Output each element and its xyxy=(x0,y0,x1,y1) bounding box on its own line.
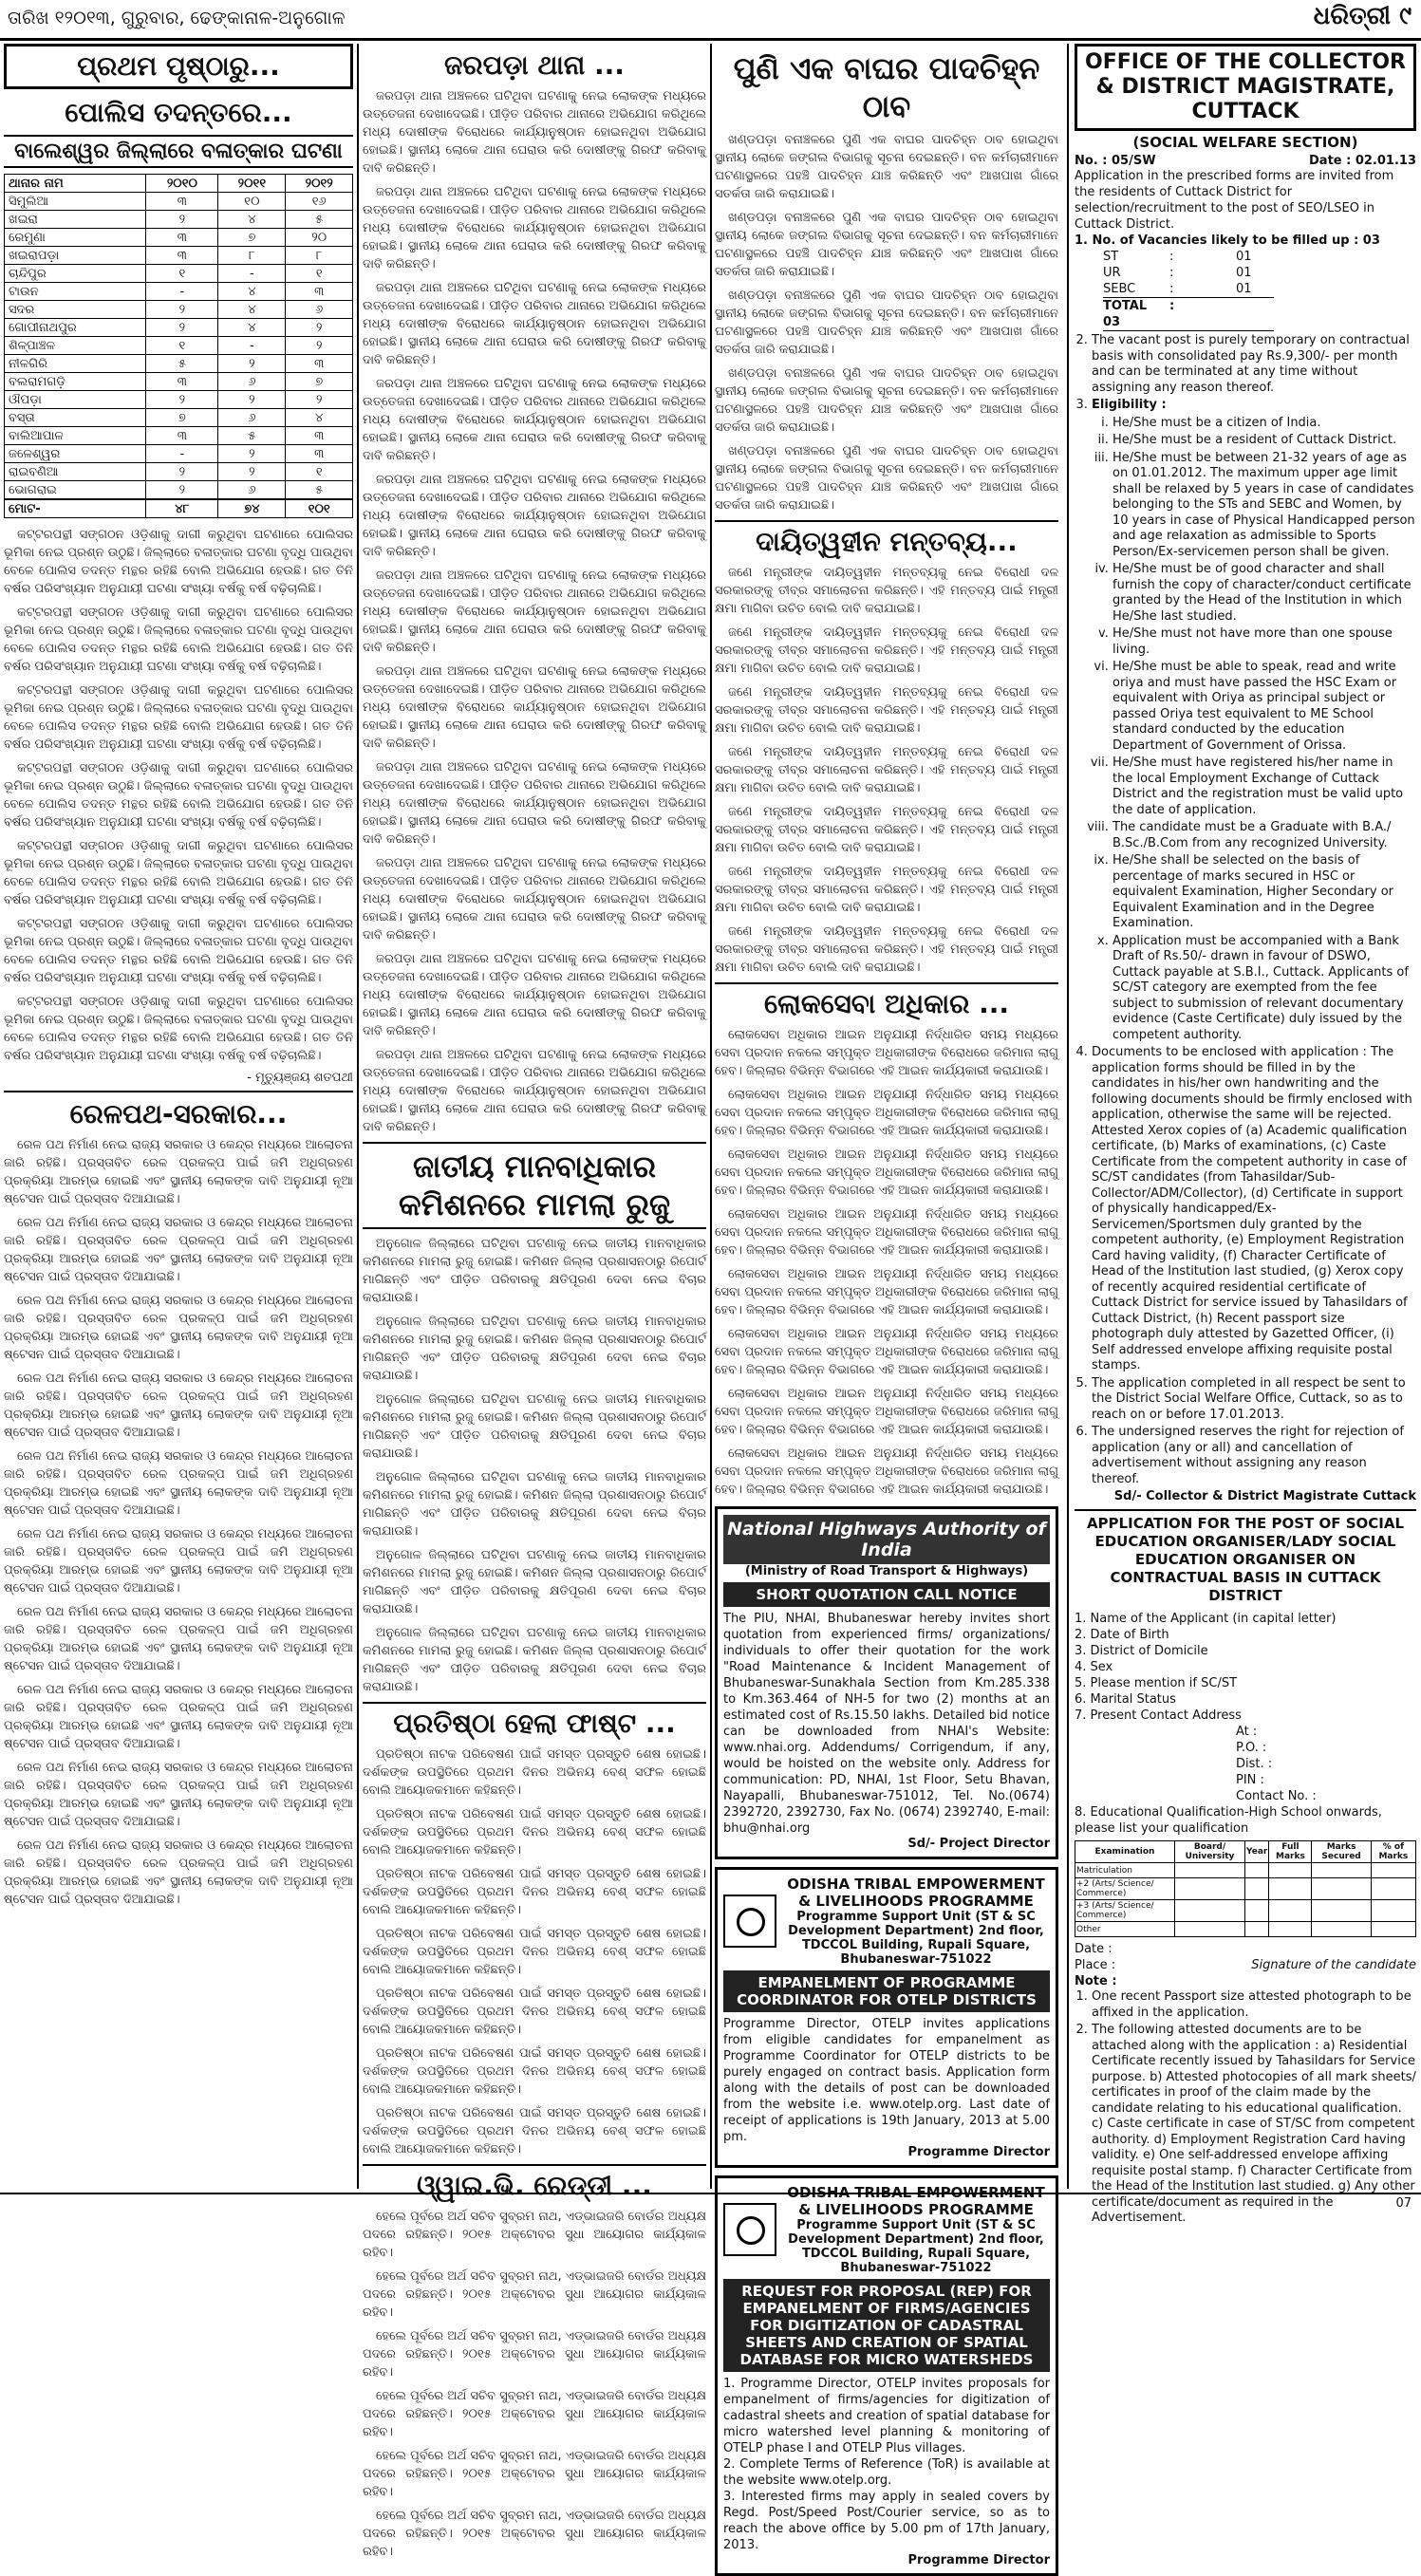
table-cell: ୭ xyxy=(146,409,218,427)
table-cell: ୪ xyxy=(218,283,286,301)
table-cell: ରେମୁଣା xyxy=(5,229,146,247)
table-cell: ୩ xyxy=(146,373,218,391)
point-4: 4. Documents to be enclosed with application : The application forms should be filled in by the candidates in his/her own handwriting and the following documents should be firmly enclosed with application, otherwise the same will be rejected. Attested Xerox copies of (a) Academic qualification certificate, (b) Marks of examinations, (c) Caste Certificate from the competent authority in case of SC/ST candidates (from Tahasildar/Sub-Collector/ADM/Collector), (d) Certificate in support of physically handicapped/Ex-Servicemen/Sportsmen duly granted by the competent authority, (e) Employment Registration Card having validity, (f) Character Certificate of Head of the Institution last studied, (g) Xerox copy of recently acquired residential certificate of Cuttack District for service issued by Tahasildars of Cuttack District, (h) Recent passport size photograph duly attested by Gazetted Officer, (i) Self addressed envelope affixing requisite postal stamps. xyxy=(1092,1045,1416,1374)
table-cell: ୮ xyxy=(286,247,353,265)
table-cell: ୩ xyxy=(146,427,218,445)
exam-cell xyxy=(1312,1922,1371,1937)
vacancy-cell: SEBC xyxy=(1103,282,1136,296)
ad-signature: Sd/- Project Director xyxy=(907,1837,1050,1851)
table-cell: ୧ xyxy=(286,463,353,481)
otelp-advertisement-1 xyxy=(715,1867,1058,2168)
ad-signature: Programme Director xyxy=(907,2553,1050,2567)
exam-cell xyxy=(1371,1922,1415,1937)
table-cell: ୧ xyxy=(286,265,353,283)
form-fields xyxy=(1075,1611,1416,1724)
article-body: ରେଳ ପଥ ନିର୍ମାଣ ନେଇ ରାଜ୍ୟ ସରକାର ଓ କେନ୍ଦ୍ର ମଧ୍ୟରେ ଆଲୋଚନା ଜାରି ରହିଛି। ପ୍ରସ୍ତାବିତ ରେଳ ପ୍ରକଳ୍ପ ପାଇଁ ଜମି ଅଧିଗ୍ରହଣ ପ୍ରକ୍ରିୟା ଆରମ୍ଭ ହୋଇଛି ଏବଂ ସ୍ଥାନୀୟ ଲୋକଙ୍କ ଦାବି ଅନୁଯାୟୀ ନୂଆ ଷ୍ଟେସନ ପାଇଁ ପ୍ରସ୍ତାବ ଦିଆଯାଇଛି। ରେଳ ପଥ ନିର୍ମାଣ ନେଇ ରାଜ୍ୟ ସରକାର ଓ କେନ୍ଦ୍ର ମଧ୍ୟରେ ଆଲୋଚନା ଜାରି ରହିଛି। ପ୍ରସ୍ତାବିତ ରେଳ ପ୍ରକଳ୍ପ ପାଇଁ ଜମି ଅଧିଗ୍ରହଣ ପ୍ରକ୍ରିୟା ଆରମ୍ଭ ହୋଇଛି ଏବଂ ସ୍ଥାନୀୟ ଲୋକଙ୍କ ଦାବି ଅନୁଯାୟୀ ନୂଆ ଷ୍ଟେସନ ପାଇଁ ପ୍ରସ୍ତାବ ଦିଆଯାଇଛି। ରେଳ ପଥ ନିର୍ମାଣ ନେଇ ରାଜ୍ୟ ସରକାର ଓ କେନ୍ଦ୍ର ମଧ୍ୟରେ ଆଲୋଚନା ଜାରି ରହିଛି। ପ୍ରସ୍ତାବିତ ରେଳ ପ୍ରକଳ୍ପ ପାଇଁ ଜମି ଅଧିଗ୍ରହଣ ପ୍ରକ୍ରିୟା ଆରମ୍ଭ ହୋଇଛି ଏବଂ ସ୍ଥାନୀୟ ଲୋକଙ୍କ ଦାବି ଅନୁଯାୟୀ ନୂଆ ଷ୍ଟେସନ ପାଇଁ ପ୍ରସ୍ତାବ ଦିଆଯାଇଛି। ରେଳ ପଥ ନିର୍ମାଣ ନେଇ ରାଜ୍ୟ ସରକାର ଓ କେନ୍ଦ୍ର ମଧ୍ୟରେ ଆଲୋଚନା ଜାରି ରହିଛି। ପ୍ରସ୍ତାବିତ ରେଳ ପ୍ରକଳ୍ପ ପାଇଁ ଜମି ଅଧିଗ୍ରହଣ ପ୍ରକ୍ରିୟା ଆରମ୍ଭ ହୋଇଛି ଏବଂ ସ୍ଥାନୀୟ ଲୋକଙ୍କ ଦାବି ଅନୁଯାୟୀ ନୂଆ ଷ୍ଟେସନ ପାଇଁ ପ୍ରସ୍ତାବ ଦିଆଯାଇଛି। ରେଳ ପଥ ନିର୍ମାଣ ନେଇ ରାଜ୍ୟ ସରକାର ଓ କେନ୍ଦ୍ର ମଧ୍ୟରେ ଆଲୋଚନା ଜାରି ରହିଛି। ପ୍ରସ୍ତାବିତ ରେଳ ପ୍ରକଳ୍ପ ପାଇଁ ଜମି ଅଧିଗ୍ରହଣ ପ୍ରକ୍ରିୟା ଆରମ୍ଭ ହୋଇଛି ଏବଂ ସ୍ଥାନୀୟ ଲୋକଙ୍କ ଦାବି ଅନୁଯାୟୀ ନୂଆ ଷ୍ଟେସନ ପାଇଁ ପ୍ରସ୍ତାବ ଦିଆଯାଇଛି। ରେଳ ପଥ ନିର୍ମାଣ ନେଇ ରାଜ୍ୟ ସରକାର ଓ କେନ୍ଦ୍ର ମଧ୍ୟରେ ଆଲୋଚନା ଜାରି ରହିଛି। ପ୍ରସ୍ତାବିତ ରେଳ ପ୍ରକଳ୍ପ ପାଇଁ ଜମି ଅଧିଗ୍ରହଣ ପ୍ରକ୍ରିୟା ଆରମ୍ଭ ହୋଇଛି ଏବଂ ସ୍ଥାନୀୟ ଲୋକଙ୍କ ଦାବି ଅନୁଯାୟୀ ନୂଆ ଷ୍ଟେସନ ପାଇଁ ପ୍ରସ୍ତାବ ଦିଆଯାଇଛି। ରେଳ ପଥ ନିର୍ମାଣ ନେଇ ରାଜ୍ୟ ସରକାର ଓ କେନ୍ଦ୍ର ମଧ୍ୟରେ ଆଲୋଚନା ଜାରି ରହିଛି। ପ୍ରସ୍ତାବିତ ରେଳ ପ୍ରକଳ୍ପ ପାଇଁ ଜମି ଅଧିଗ୍ରହଣ ପ୍ରକ୍ରିୟା ଆରମ୍ଭ ହୋଇଛି ଏବଂ ସ୍ଥାନୀୟ ଲୋକଙ୍କ ଦାବି ଅନୁଯାୟୀ ନୂଆ ଷ୍ଟେସନ ପାଇଁ ପ୍ରସ୍ତାବ ଦିଆଯାଇଛି। ରେଳ ପଥ ନିର୍ମାଣ ନେଇ ରାଜ୍ୟ ସରକାର ଓ କେନ୍ଦ୍ର ମଧ୍ୟରେ ଆଲୋଚନା ଜାରି ରହିଛି। ପ୍ରସ୍ତାବିତ ରେଳ ପ୍ରକଳ୍ପ ପାଇଁ ଜମି ଅଧିଗ୍ରହଣ ପ୍ରକ୍ରିୟା ଆରମ୍ଭ ହୋଇଛି ଏବଂ ସ୍ଥାନୀୟ ଲୋକଙ୍କ ଦାବି ଅନୁଯାୟୀ ନୂଆ ଷ୍ଟେସନ ପାଇଁ ପ୍ରସ୍ତାବ ଦିଆଯାଇଛି। ରେଳ ପଥ ନିର୍ମାଣ ନେଇ ରାଜ୍ୟ ସରକାର ଓ କେନ୍ଦ୍ର ମଧ୍ୟରେ ଆଲୋଚନା ଜାରି ରହିଛି। ପ୍ରସ୍ତାବିତ ରେଳ ପ୍ରକଳ୍ପ ପାଇଁ ଜମି ଅଧିଗ୍ରହଣ ପ୍ରକ୍ରିୟା ଆରମ୍ଭ ହୋଇଛି ଏବଂ ସ୍ଥାନୀୟ ଲୋକଙ୍କ ଦାବି ଅନୁଯାୟୀ ନୂଆ ଷ୍ଟେସନ ପାଇଁ ପ୍ରସ୍ତାବ ଦିଆଯାଇଛି। ରେଳ ପଥ ନିର୍ମାଣ ନେଇ ରାଜ୍ୟ ସରକାର ଓ କେନ୍ଦ୍ର ମଧ୍ୟରେ ଆଲୋଚନା ଜାରି ରହିଛି। ପ୍ରସ୍ତାବିତ ରେଳ ପ୍ରକଳ୍ପ ପାଇଁ ଜମି ଅଧିଗ୍ରହଣ ପ୍ରକ୍ରିୟା ଆରମ୍ଭ ହୋଇଛି ଏବଂ ସ୍ଥାନୀୟ ଲୋକଙ୍କ ଦାବି ଅନୁଯାୟୀ ନୂଆ ଷ୍ଟେସନ ପାଇଁ ପ୍ରସ୍ତାବ ଦିଆଯାଇଛି। xyxy=(4,1138,353,1907)
exam-cell xyxy=(1269,1863,1312,1878)
table-header: ୨୦୧୨ xyxy=(286,175,353,193)
vacancy-row xyxy=(1103,249,1416,265)
exam-cell xyxy=(1371,1878,1415,1900)
page-header xyxy=(0,0,1421,41)
crime-table xyxy=(4,174,353,518)
exam-cell xyxy=(1245,1922,1269,1937)
exam-header: Examination xyxy=(1075,1841,1175,1863)
article-body: ଖଣ୍ଡପଡ଼ା ବନାଞ୍ଚଳରେ ପୁଣି ଏକ ବାଘର ପାଦଚିହ୍ନ ଠାବ ହୋଇଥିବା ସ୍ଥାନୀୟ ଲୋକେ ଜଙ୍ଗଲ ବିଭାଗକୁ ସୂଚନା ଦେଇଛନ୍ତି। ବନ କର୍ମଚାରୀମାନେ ଘଟଣାସ୍ଥଳରେ ପହଞ୍ଚି ପାଦଚିହ୍ନ ଯାଞ୍ଚ କରିଛନ୍ତି ଏବଂ ଆଖପାଖ ଗାଁରେ ସତର୍କତା ଜାରି କରାଯାଇଛି। ଖଣ୍ଡପଡ଼ା ବନାଞ୍ଚଳରେ ପୁଣି ଏକ ବାଘର ପାଦଚିହ୍ନ ଠାବ ହୋଇଥିବା ସ୍ଥାନୀୟ ଲୋକେ ଜଙ୍ଗଲ ବିଭାଗକୁ ସୂଚନା ଦେଇଛନ୍ତି। ବନ କର୍ମଚାରୀମାନେ ଘଟଣାସ୍ଥଳରେ ପହଞ୍ଚି ପାଦଚିହ୍ନ ଯାଞ୍ଚ କରିଛନ୍ତି ଏବଂ ଆଖପାଖ ଗାଁରେ ସତର୍କତା ଜାରି କରାଯାଇଛି। ଖଣ୍ଡପଡ଼ା ବନାଞ୍ଚଳରେ ପୁଣି ଏକ ବାଘର ପାଦଚିହ୍ନ ଠାବ ହୋଇଥିବା ସ୍ଥାନୀୟ ଲୋକେ ଜଙ୍ଗଲ ବିଭାଗକୁ ସୂଚନା ଦେଇଛନ୍ତି। ବନ କର୍ମଚାରୀମାନେ ଘଟଣାସ୍ଥଳରେ ପହଞ୍ଚି ପାଦଚିହ୍ନ ଯାଞ୍ଚ କରିଛନ୍ତି ଏବଂ ଆଖପାଖ ଗାଁରେ ସତର୍କତା ଜାରି କରାଯାଇଛି। ଖଣ୍ଡପଡ଼ା ବନାଞ୍ଚଳରେ ପୁଣି ଏକ ବାଘର ପାଦଚିହ୍ନ ଠାବ ହୋଇଥିବା ସ୍ଥାନୀୟ ଲୋକେ ଜଙ୍ଗଲ ବିଭାଗକୁ ସୂଚନା ଦେଇଛନ୍ତି। ବନ କର୍ମଚାରୀମାନେ ଘଟଣାସ୍ଥଳରେ ପହଞ୍ଚି ପାଦଚିହ୍ନ ଯାଞ୍ଚ କରିଛନ୍ତି ଏବଂ ଆଖପାଖ ଗାଁରେ ସତର୍କତା ଜାରି କରାଯାଇଛି। ଖଣ୍ଡପଡ଼ା ବନାଞ୍ଚଳରେ ପୁଣି ଏକ ବାଘର ପାଦଚିହ୍ନ ଠାବ ହୋଇଥିବା ସ୍ଥାନୀୟ ଲୋକେ ଜଙ୍ଗଲ ବିଭାଗକୁ ସୂଚନା ଦେଇଛନ୍ତି। ବନ କର୍ମଚାରୀମାନେ ଘଟଣାସ୍ଥଳରେ ପହଞ୍ଚି ପାଦଚିହ୍ନ ଯାଞ୍ଚ କରିଛନ୍ତି ଏବଂ ଆଖପାଖ ଗାଁରେ ସତର୍କତା ଜାରି କରାଯାଇଛି। xyxy=(715,133,1058,513)
nhai-advertisement xyxy=(715,1506,1058,1859)
vacancy-cell: : xyxy=(1169,266,1174,280)
table-cell: ସଦର xyxy=(5,301,146,319)
office-title: OFFICE OF THE COLLECTOR & DISTRICT MAGISTRATE, CUTTACK xyxy=(1075,44,1416,131)
table-cell: ବାଲିଆପାଳ xyxy=(5,427,146,445)
form-field: 2. Date of Birth xyxy=(1075,1628,1169,1642)
article-body: ଜଣେ ମନ୍ତ୍ରୀଙ୍କ ଦାୟିତ୍ୱହୀନ ମନ୍ତବ୍ୟକୁ ନେଇ ବିରୋଧୀ ଦଳ ସରକାରଙ୍କୁ ତୀବ୍ର ସମାଲୋଚନା କରିଛନ୍ତି। ଏହି ମନ୍ତବ୍ୟ ପାଇଁ ମନ୍ତ୍ରୀ କ୍ଷମା ମାଗିବା ଉଚିତ ବୋଲି ଦାବି କରାଯାଇଛି। ଜଣେ ମନ୍ତ୍ରୀଙ୍କ ଦାୟିତ୍ୱହୀନ ମନ୍ତବ୍ୟକୁ ନେଇ ବିରୋଧୀ ଦଳ ସରକାରଙ୍କୁ ତୀବ୍ର ସମାଲୋଚନା କରିଛନ୍ତି। ଏହି ମନ୍ତବ୍ୟ ପାଇଁ ମନ୍ତ୍ରୀ କ୍ଷମା ମାଗିବା ଉଚିତ ବୋଲି ଦାବି କରାଯାଇଛି। ଜଣେ ମନ୍ତ୍ରୀଙ୍କ ଦାୟିତ୍ୱହୀନ ମନ୍ତବ୍ୟକୁ ନେଇ ବିରୋଧୀ ଦଳ ସରକାରଙ୍କୁ ତୀବ୍ର ସମାଲୋଚନା କରିଛନ୍ତି। ଏହି ମନ୍ତବ୍ୟ ପାଇଁ ମନ୍ତ୍ରୀ କ୍ଷମା ମାଗିବା ଉଚିତ ବୋଲି ଦାବି କରାଯାଇଛି। ଜଣେ ମନ୍ତ୍ରୀଙ୍କ ଦାୟିତ୍ୱହୀନ ମନ୍ତବ୍ୟକୁ ନେଇ ବିରୋଧୀ ଦଳ ସରକାରଙ୍କୁ ତୀବ୍ର ସମାଲୋଚନା କରିଛନ୍ତି। ଏହି ମନ୍ତବ୍ୟ ପାଇଁ ମନ୍ତ୍ରୀ କ୍ଷମା ମାଗିବା ଉଚିତ ବୋଲି ଦାବି କରାଯାଇଛି। ଜଣେ ମନ୍ତ୍ରୀଙ୍କ ଦାୟିତ୍ୱହୀନ ମନ୍ତବ୍ୟକୁ ନେଇ ବିରୋଧୀ ଦଳ ସରକାରଙ୍କୁ ତୀବ୍ର ସମାଲୋଚନା କରିଛନ୍ତି। ଏହି ମନ୍ତବ୍ୟ ପାଇଁ ମନ୍ତ୍ରୀ କ୍ଷମା ମାଗିବା ଉଚିତ ବୋଲି ଦାବି କରାଯାଇଛି। ଜଣେ ମନ୍ତ୍ରୀଙ୍କ ଦାୟିତ୍ୱହୀନ ମନ୍ତବ୍ୟକୁ ନେଇ ବିରୋଧୀ ଦଳ ସରକାରଙ୍କୁ ତୀବ୍ର ସମାଲୋଚନା କରିଛନ୍ତି। ଏହି ମନ୍ତବ୍ୟ ପାଇଁ ମନ୍ତ୍ରୀ କ୍ଷମା ମାଗିବା ଉଚିତ ବୋଲି ଦାବି କରାଯାଇଛି। ଜଣେ ମନ୍ତ୍ରୀଙ୍କ ଦାୟିତ୍ୱହୀନ ମନ୍ତବ୍ୟକୁ ନେଇ ବିରୋଧୀ ଦଳ ସରକାରଙ୍କୁ ତୀବ୍ର ସମାଲୋଚନା କରିଛନ୍ତି। ଏହି ମନ୍ତବ୍ୟ ପାଇଁ ମନ୍ତ୍ରୀ କ୍ଷମା ମାଗିବା ଉଚିତ ବୋଲି ଦାବି କରାଯାଇଛି। xyxy=(715,566,1058,975)
headline: ପୋଲିସ ତଦନ୍ତରେ... xyxy=(65,97,292,128)
point-2: 2. The vacant post is purely temporary on contractual basis with consolidated pay Rs.9,300/- per month and can be terminated at any time without assigning any reason thereof. xyxy=(1092,333,1416,396)
form-field: 5. Please mention if SC/ST xyxy=(1075,1676,1238,1690)
article-body: ଜରପଡ଼ା ଥାନା ଅଞ୍ଚଳରେ ଘଟିଥିବା ଘଟଣାକୁ ନେଇ ଲୋକଙ୍କ ମଧ୍ୟରେ ଉତ୍ତେଜନା ଦେଖାଦେଇଛି। ପୀଡ଼ିତ ପରିବାର ଥାନାରେ ଅଭିଯୋଗ କରିଥିଲେ ମଧ୍ୟ ଦୋଷୀଙ୍କ ବିରୋଧରେ କାର୍ଯ୍ୟାନୁଷ୍ଠାନ ହୋଇନଥିବା ଅଭିଯୋଗ ହୋଇଛି। ସ୍ଥାନୀୟ ଲୋକେ ଥାନା ଘେରାଉ କରି ଦୋଷୀଙ୍କୁ ଗିରଫ କରିବାକୁ ଦାବି କରିଛନ୍ତି। ଜରପଡ଼ା ଥାନା ଅଞ୍ଚଳରେ ଘଟିଥିବା ଘଟଣାକୁ ନେଇ ଲୋକଙ୍କ ମଧ୍ୟରେ ଉତ୍ତେଜନା ଦେଖାଦେଇଛି। ପୀଡ଼ିତ ପରିବାର ଥାନାରେ ଅଭିଯୋଗ କରିଥିଲେ ମଧ୍ୟ ଦୋଷୀଙ୍କ ବିରୋଧରେ କାର୍ଯ୍ୟାନୁଷ୍ଠାନ ହୋଇନଥିବା ଅଭିଯୋଗ ହୋଇଛି। ସ୍ଥାନୀୟ ଲୋକେ ଥାନା ଘେରାଉ କରି ଦୋଷୀଙ୍କୁ ଗିରଫ କରିବାକୁ ଦାବି କରିଛନ୍ତି। ଜରପଡ଼ା ଥାନା ଅଞ୍ଚଳରେ ଘଟିଥିବା ଘଟଣାକୁ ନେଇ ଲୋକଙ୍କ ମଧ୍ୟରେ ଉତ୍ତେଜନା ଦେଖାଦେଇଛି। ପୀଡ଼ିତ ପରିବାର ଥାନାରେ ଅଭିଯୋଗ କରିଥିଲେ ମଧ୍ୟ ଦୋଷୀଙ୍କ ବିରୋଧରେ କାର୍ଯ୍ୟାନୁଷ୍ଠାନ ହୋଇନଥିବା ଅଭିଯୋଗ ହୋଇଛି। ସ୍ଥାନୀୟ ଲୋକେ ଥାନା ଘେରାଉ କରି ଦୋଷୀଙ୍କୁ ଗିରଫ କରିବାକୁ ଦାବି କରିଛନ୍ତି। ଜରପଡ଼ା ଥାନା ଅଞ୍ଚଳରେ ଘଟିଥିବା ଘଟଣାକୁ ନେଇ ଲୋକଙ୍କ ମଧ୍ୟରେ ଉତ୍ତେଜନା ଦେଖାଦେଇଛି। ପୀଡ଼ିତ ପରିବାର ଥାନାରେ ଅଭିଯୋଗ କରିଥିଲେ ମଧ୍ୟ ଦୋଷୀଙ୍କ ବିରୋଧରେ କାର୍ଯ୍ୟାନୁଷ୍ଠାନ ହୋଇନଥିବା ଅଭିଯୋଗ ହୋଇଛି। ସ୍ଥାନୀୟ ଲୋକେ ଥାନା ଘେରାଉ କରି ଦୋଷୀଙ୍କୁ ଗିରଫ କରିବାକୁ ଦାବି କରିଛନ୍ତି। ଜରପଡ଼ା ଥାନା ଅଞ୍ଚଳରେ ଘଟିଥିବା ଘଟଣାକୁ ନେଇ ଲୋକଙ୍କ ମଧ୍ୟରେ ଉତ୍ତେଜନା ଦେଖାଦେଇଛି। ପୀଡ଼ିତ ପରିବାର ଥାନାରେ ଅଭିଯୋଗ କରିଥିଲେ ମଧ୍ୟ ଦୋଷୀଙ୍କ ବିରୋଧରେ କାର୍ଯ୍ୟାନୁଷ୍ଠାନ ହୋଇନଥିବା ଅଭିଯୋଗ ହୋଇଛି। ସ୍ଥାନୀୟ ଲୋକେ ଥାନା ଘେରାଉ କରି ଦୋଷୀଙ୍କୁ ଗିରଫ କରିବାକୁ ଦାବି କରିଛନ୍ତି। ଜରପଡ଼ା ଥାନା ଅଞ୍ଚଳରେ ଘଟିଥିବା ଘଟଣାକୁ ନେଇ ଲୋକଙ୍କ ମଧ୍ୟରେ ଉତ୍ତେଜନା ଦେଖାଦେଇଛି। ପୀଡ଼ିତ ପରିବାର ଥାନାରେ ଅଭିଯୋଗ କରିଥିଲେ ମଧ୍ୟ ଦୋଷୀଙ୍କ ବିରୋଧରେ କାର୍ଯ୍ୟାନୁଷ୍ଠାନ ହୋଇନଥିବା ଅଭିଯୋଗ ହୋଇଛି। ସ୍ଥାନୀୟ ଲୋକେ ଥାନା ଘେରାଉ କରି ଦୋଷୀଙ୍କୁ ଗିରଫ କରିବାକୁ ଦାବି କରିଛନ୍ତି। ଜରପଡ଼ା ଥାନା ଅଞ୍ଚଳରେ ଘଟିଥିବା ଘଟଣାକୁ ନେଇ ଲୋକଙ୍କ ମଧ୍ୟରେ ଉତ୍ତେଜନା ଦେଖାଦେଇଛି। ପୀଡ଼ିତ ପରିବାର ଥାନାରେ ଅଭିଯୋଗ କରିଥିଲେ ମଧ୍ୟ ଦୋଷୀଙ୍କ ବିରୋଧରେ କାର୍ଯ୍ୟାନୁଷ୍ଠାନ ହୋଇନଥିବା ଅଭିଯୋଗ ହୋଇଛି। ସ୍ଥାନୀୟ ଲୋକେ ଥାନା ଘେରାଉ କରି ଦୋଷୀଙ୍କୁ ଗିରଫ କରିବାକୁ ଦାବି କରିଛନ୍ତି। ଜରପଡ଼ା ଥାନା ଅଞ୍ଚଳରେ ଘଟିଥିବା ଘଟଣାକୁ ନେଇ ଲୋକଙ୍କ ମଧ୍ୟରେ ଉତ୍ତେଜନା ଦେଖାଦେଇଛି। ପୀଡ଼ିତ ପରିବାର ଥାନାରେ ଅଭିଯୋଗ କରିଥିଲେ ମଧ୍ୟ ଦୋଷୀଙ୍କ ବିରୋଧରେ କାର୍ଯ୍ୟାନୁଷ୍ଠାନ ହୋଇନଥିବା ଅଭିଯୋଗ ହୋଇଛି। ସ୍ଥାନୀୟ ଲୋକେ ଥାନା ଘେରାଉ କରି ଦୋଷୀଙ୍କୁ ଗିରଫ କରିବାକୁ ଦାବି କରିଛନ୍ତି। ଜରପଡ଼ା ଥାନା ଅଞ୍ଚଳରେ ଘଟିଥିବା ଘଟଣାକୁ ନେଇ ଲୋକଙ୍କ ମଧ୍ୟରେ ଉତ୍ତେଜନା ଦେଖାଦେଇଛି। ପୀଡ଼ିତ ପରିବାର ଥାନାରେ ଅଭିଯୋଗ କରିଥିଲେ ମଧ୍ୟ ଦୋଷୀଙ୍କ ବିରୋଧରେ କାର୍ଯ୍ୟାନୁଷ୍ଠାନ ହୋଇନଥିବା ଅଭିଯୋଗ ହୋଇଛି। ସ୍ଥାନୀୟ ଲୋକେ ଥାନା ଘେରାଉ କରି ଦୋଷୀଙ୍କୁ ଗିରଫ କରିବାକୁ ଦାବି କରିଛନ୍ତି। ଜରପଡ଼ା ଥାନା ଅଞ୍ଚଳରେ ଘଟିଥିବା ଘଟଣାକୁ ନେଇ ଲୋକଙ୍କ ମଧ୍ୟରେ ଉତ୍ତେଜନା ଦେଖାଦେଇଛି। ପୀଡ଼ିତ ପରିବାର ଥାନାରେ ଅଭିଯୋଗ କରିଥିଲେ ମଧ୍ୟ ଦୋଷୀଙ୍କ ବିରୋଧରେ କାର୍ଯ୍ୟାନୁଷ୍ଠାନ ହୋଇନଥିବା ଅଭିଯୋଗ ହୋଇଛି। ସ୍ଥାନୀୟ ଲୋକେ ଥାନା ଘେରାଉ କରି ଦୋଷୀଙ୍କୁ ଗିରଫ କରିବାକୁ ଦାବି କରିଛନ୍ତି। ଜରପଡ଼ା ଥାନା ଅଞ୍ଚଳରେ ଘଟିଥିବା ଘଟଣାକୁ ନେଇ ଲୋକଙ୍କ ମଧ୍ୟରେ ଉତ୍ତେଜନା ଦେଖାଦେଇଛି। ପୀଡ଼ିତ ପରିବାର ଥାନାରେ ଅଭିଯୋଗ କରିଥିଲେ ମଧ୍ୟ ଦୋଷୀଙ୍କ ବିରୋଧରେ କାର୍ଯ୍ୟାନୁଷ୍ଠାନ ହୋଇନଥିବା ଅଭିଯୋଗ ହୋଇଛି। ସ୍ଥାନୀୟ ଲୋକେ ଥାନା ଘେରାଉ କରି ଦୋଷୀଙ୍କୁ ଗିରଫ କରିବାକୁ ଦାବି କରିଛନ୍ତି। xyxy=(363,89,706,1134)
article-body: ଲୋକସେବା ଅଧିକାର ଆଇନ ଅନୁଯାୟୀ ନିର୍ଦ୍ଧାରିତ ସମୟ ମଧ୍ୟରେ ସେବା ପ୍ରଦାନ ନକଲେ ସମ୍ପୃକ୍ତ ଅଧିକାରୀଙ୍କ ବିରୋଧରେ ଜରିମାନା ଲାଗୁ ହେବ। ଜିଲ୍ଲାର ବିଭିନ୍ନ ବିଭାଗରେ ଏହି ଆଇନ କାର୍ଯ୍ୟକାରୀ କରାଯାଉଛି। ଲୋକସେବା ଅଧିକାର ଆଇନ ଅନୁଯାୟୀ ନିର୍ଦ୍ଧାରିତ ସମୟ ମଧ୍ୟରେ ସେବା ପ୍ରଦାନ ନକଲେ ସମ୍ପୃକ୍ତ ଅଧିକାରୀଙ୍କ ବିରୋଧରେ ଜରିମାନା ଲାଗୁ ହେବ। ଜିଲ୍ଲାର ବିଭିନ୍ନ ବିଭାଗରେ ଏହି ଆଇନ କାର୍ଯ୍ୟକାରୀ କରାଯାଉଛି। ଲୋକସେବା ଅଧିକାର ଆଇନ ଅନୁଯାୟୀ ନିର୍ଦ୍ଧାରିତ ସମୟ ମଧ୍ୟରେ ସେବା ପ୍ରଦାନ ନକଲେ ସମ୍ପୃକ୍ତ ଅଧିକାରୀଙ୍କ ବିରୋଧରେ ଜରିମାନା ଲାଗୁ ହେବ। ଜିଲ୍ଲାର ବିଭିନ୍ନ ବିଭାଗରେ ଏହି ଆଇନ କାର୍ଯ୍ୟକାରୀ କରାଯାଉଛି। ଲୋକସେବା ଅଧିକାର ଆଇନ ଅନୁଯାୟୀ ନିର୍ଦ୍ଧାରିତ ସମୟ ମଧ୍ୟରେ ସେବା ପ୍ରଦାନ ନକଲେ ସମ୍ପୃକ୍ତ ଅଧିକାରୀଙ୍କ ବିରୋଧରେ ଜରିମାନା ଲାଗୁ ହେବ। ଜିଲ୍ଲାର ବିଭିନ୍ନ ବିଭାଗରେ ଏହି ଆଇନ କାର୍ଯ୍ୟକାରୀ କରାଯାଉଛି। ଲୋକସେବା ଅଧିକାର ଆଇନ ଅନୁଯାୟୀ ନିର୍ଦ୍ଧାରିତ ସମୟ ମଧ୍ୟରେ ସେବା ପ୍ରଦାନ ନକଲେ ସମ୍ପୃକ୍ତ ଅଧିକାରୀଙ୍କ ବିରୋଧରେ ଜରିମାନା ଲାଗୁ ହେବ। ଜିଲ୍ଲାର ବିଭିନ୍ନ ବିଭାଗରେ ଏହି ଆଇନ କାର୍ଯ୍ୟକାରୀ କରାଯାଉଛି। ଲୋକସେବା ଅଧିକାର ଆଇନ ଅନୁଯାୟୀ ନିର୍ଦ୍ଧାରିତ ସମୟ ମଧ୍ୟରେ ସେବା ପ୍ରଦାନ ନକଲେ ସମ୍ପୃକ୍ତ ଅଧିକାରୀଙ୍କ ବିରୋଧରେ ଜରିମାନା ଲାଗୁ ହେବ। ଜିଲ୍ଲାର ବିଭିନ୍ନ ବିଭାଗରେ ଏହି ଆଇନ କାର୍ଯ୍ୟକାରୀ କରାଯାଉଛି। ଲୋକସେବା ଅଧିକାର ଆଇନ ଅନୁଯାୟୀ ନିର୍ଦ୍ଧାରିତ ସମୟ ମଧ୍ୟରେ ସେବା ପ୍ରଦାନ ନକଲେ ସମ୍ପୃକ୍ତ ଅଧିକାରୀଙ୍କ ବିରୋଧରେ ଜରିମାନା ଲାଗୁ ହେବ। ଜିଲ୍ଲାର ବିଭିନ୍ନ ବିଭାଗରେ ଏହି ଆଇନ କାର୍ଯ୍ୟକାରୀ କରାଯାଉଛି। ଲୋକସେବା ଅଧିକାର ଆଇନ ଅନୁଯାୟୀ ନିର୍ଦ୍ଧାରିତ ସମୟ ମଧ୍ୟରେ ସେବା ପ୍ରଦାନ ନକଲେ ସମ୍ପୃକ୍ତ ଅଧିକାରୀଙ୍କ ବିରୋଧରେ ଜରିମାନା ଲାଗୁ ହେବ। ଜିଲ୍ଲାର ବିଭିନ୍ନ ବିଭାଗରେ ଏହି ଆଇନ କାର୍ଯ୍ୟକାରୀ କରାଯାଉଛି। xyxy=(715,1028,1058,1497)
exam-cell: Other xyxy=(1075,1922,1175,1937)
ad-title: National Highways Authority of India xyxy=(723,1515,1050,1564)
table-cell: ବସ୍ତା xyxy=(5,409,146,427)
vacancy-cell: 01 xyxy=(1236,250,1252,264)
vacancy-cell: : xyxy=(1169,282,1174,296)
table-cell: ୭ xyxy=(218,229,286,247)
table-cell: - xyxy=(146,283,218,301)
ad-title: ODISHA TRIBAL EMPOWERMENT & LIVELIHOODS PROGRAMME xyxy=(787,1876,1045,1910)
table-cell: ୨ xyxy=(218,355,286,373)
headline: ଜାତୀୟ ମାନବାଧିକାର କମିଶନରେ ମାମଲା ରୁଜୁ xyxy=(363,1142,706,1229)
form-field: 7. Present Contact Address xyxy=(1075,1708,1242,1723)
form-field: 6. Marital Status xyxy=(1075,1692,1176,1707)
eligibility-item: i. He/She must be a citizen of India. xyxy=(1112,416,1416,432)
table-row xyxy=(5,373,353,391)
table-cell: ବଲରାମଗଡ଼ି xyxy=(5,373,146,391)
ad-body xyxy=(723,2376,1050,2553)
note-2: 2. The following attested documents are to be attached along with the application : a) Residential Certificate recently issued by Tahasildars for Service purpose. b) Attested photocopies of all mark sheets/ certificates in proof of the claim made by the candidate relating to his educational qualification. c) Caste certificate in case of ST/SC from competent authority. d) Employment Registration Card having validity. e) One self-addressed envelope affixing requisite postal stamp. f) Character Certificate from the Head of the Institution last studied. g) Any other certificate/document as required in the Advertisement. xyxy=(1092,2023,1416,2227)
table-cell: ୬ xyxy=(218,481,286,500)
exam-cell xyxy=(1174,1922,1244,1937)
table-cell: ୨ xyxy=(146,211,218,229)
table-cell: ଗୋପୀନାଥପୁର xyxy=(5,319,146,337)
ad-title: ODISHA TRIBAL EMPOWERMENT & LIVELIHOODS PROGRAMME xyxy=(787,2184,1045,2218)
headline: ଲୋକସେବା ଅଧିକାର ... xyxy=(715,982,1058,1020)
exam-cell xyxy=(1269,1900,1312,1922)
table-cell: ୨ xyxy=(146,391,218,409)
eligibility-item: viii. The candidate must be a Graduate with B.A./ B.Sc./B.Com from any recognized University. xyxy=(1112,820,1416,851)
address-line: Dist. : xyxy=(1236,1757,1273,1771)
table-cell: - xyxy=(218,265,286,283)
exam-cell xyxy=(1371,1863,1415,1878)
column-rule xyxy=(357,44,359,2189)
intro-text: Application in the prescribed forms are invited from the residents of Cuttack District for selection/recruitment to the post of SEO/LSEO in Cuttack District. xyxy=(1075,169,1394,232)
table-cell: ୨ xyxy=(146,481,218,500)
table-cell: ୭ xyxy=(286,373,353,391)
list-item: 1. Programme Director, OTELP invites proposals for empanelment of firms/agencies for digitization of cadastral sheets and creation of spatial database for micro watershed level planning & monitoring of OTELP phase I and OTELP Plus villages. xyxy=(723,2377,1050,2455)
exam-cell xyxy=(1269,1922,1312,1937)
table-cell: ୧ xyxy=(146,337,218,355)
exam-cell xyxy=(1245,1863,1269,1878)
article-body: ପ୍ରତିଷ୍ଠା ନାଟକ ପରିବେଷଣ ପାଇଁ ସମସ୍ତ ପ୍ରସ୍ତୁତି ଶେଷ ହୋଇଛି। ଦର୍ଶକଙ୍କ ଉପସ୍ଥିତିରେ ପ୍ରଥମ ଦିନର ଅଭିନୟ ବେଶ୍ ସଫଳ ହୋଇଛି ବୋଲି ଆୟୋଜକମାନେ କହିଛନ୍ତି। ପ୍ରତିଷ୍ଠା ନାଟକ ପରିବେଷଣ ପାଇଁ ସମସ୍ତ ପ୍ରସ୍ତୁତି ଶେଷ ହୋଇଛି। ଦର୍ଶକଙ୍କ ଉପସ୍ଥିତିରେ ପ୍ରଥମ ଦିନର ଅଭିନୟ ବେଶ୍ ସଫଳ ହୋଇଛି ବୋଲି ଆୟୋଜକମାନେ କହିଛନ୍ତି। ପ୍ରତିଷ୍ଠା ନାଟକ ପରିବେଷଣ ପାଇଁ ସମସ୍ତ ପ୍ରସ୍ତୁତି ଶେଷ ହୋଇଛି। ଦର୍ଶକଙ୍କ ଉପସ୍ଥିତିରେ ପ୍ରଥମ ଦିନର ଅଭିନୟ ବେଶ୍ ସଫଳ ହୋଇଛି ବୋଲି ଆୟୋଜକମାନେ କହିଛନ୍ତି। ପ୍ରତିଷ୍ଠା ନାଟକ ପରିବେଷଣ ପାଇଁ ସମସ୍ତ ପ୍ରସ୍ତୁତି ଶେଷ ହୋଇଛି। ଦର୍ଶକଙ୍କ ଉପସ୍ଥିତିରେ ପ୍ରଥମ ଦିନର ଅଭିନୟ ବେଶ୍ ସଫଳ ହୋଇଛି ବୋଲି ଆୟୋଜକମାନେ କହିଛନ୍ତି। ପ୍ରତିଷ୍ଠା ନାଟକ ପରିବେଷଣ ପାଇଁ ସମସ୍ତ ପ୍ରସ୍ତୁତି ଶେଷ ହୋଇଛି। ଦର୍ଶକଙ୍କ ଉପସ୍ଥିତିରେ ପ୍ରଥମ ଦିନର ଅଭିନୟ ବେଶ୍ ସଫଳ ହୋଇଛି ବୋଲି ଆୟୋଜକମାନେ କହିଛନ୍ତି। ପ୍ରତିଷ୍ଠା ନାଟକ ପରିବେଷଣ ପାଇଁ ସମସ୍ତ ପ୍ରସ୍ତୁତି ଶେଷ ହୋଇଛି। ଦର୍ଶକଙ୍କ ଉପସ୍ଥିତିରେ ପ୍ରଥମ ଦିନର ଅଭିନୟ ବେଶ୍ ସଫଳ ହୋଇଛି ବୋଲି ଆୟୋଜକମାନେ କହିଛନ୍ତି। ପ୍ରତିଷ୍ଠା ନାଟକ ପରିବେଷଣ ପାଇଁ ସମସ୍ତ ପ୍ରସ୍ତୁତି ଶେଷ ହୋଇଛି। ଦର୍ଶକଙ୍କ ଉପସ୍ଥିତିରେ ପ୍ରଥମ ଦିନର ଅଭିନୟ ବେଶ୍ ସଫଳ ହୋଇଛି ବୋଲି ଆୟୋଜକମାନେ କହିଛନ୍ତି। xyxy=(363,1747,706,2156)
table-cell: ୧୦୧ xyxy=(286,499,353,518)
page-footer xyxy=(0,2193,1421,2217)
eligibility: 3. Eligibility : i. He/She must be a citizen of India. ii. He/She must be a resident of Cuttack District. iii. He/She must be between 21-32 years of age as on 01.01.2012. The maximum upper age limit shall be relaxed by 5 years in case of candidates belonging to the STs and SEBC and Women, by 10 years in case of Physical Handicapped person and age relaxation as admissible to Sports Person/Ex-servicemen person shall be given. iv. He/She must be of good character and shall furnish the copy of character/conduct certificate granted by the Head of the Institution in which He/She last studied. v. He/She must not have more than one spouse living. vi. He/She must be able to speak, read and write oriya and must have passed the HSC Exam or equivalent with Oriya as principal subject or passed Oriya test equivalent to ME School standard conducted by the education Department of Government of Orissa. vii. He/She must have registered his/her name in the local Employment Exchange of Cuttack District and the registration must be valid upto the date of application. viii. The candidate must be a Graduate with B.A./ B.Sc./B.Com from any recognized University. ix. He/She shall be selected on the basis of percentage of marks secured in HSC or equivalent Examination, Higher Secondary or Equivalent Examination and in the Degree Examination. x. Application must be accompanied with a Bank Draft of Rs.50/- drawn in favour of DSWO, Cuttack payable at S.B.I., Cuttack. Applicants of SC/ST category are exempted from the fee subject to submission of relevant documentary evidence (Caste Certificate) duly issued by the competent authority. xyxy=(1092,398,1416,1043)
table-row xyxy=(5,445,353,463)
table-cell: ୩ xyxy=(146,193,218,211)
date-field: Date : xyxy=(1075,1942,1112,1956)
table-cell: ୪ xyxy=(218,301,286,319)
table-row xyxy=(5,463,353,481)
masthead: ଧରିତ୍ରୀ ୯ xyxy=(1313,2,1412,30)
exam-row xyxy=(1075,1900,1416,1922)
table-row xyxy=(5,193,353,211)
table-cell: ୨ xyxy=(218,445,286,463)
vacancy-total xyxy=(1103,297,1274,331)
section-label: (SOCIAL WELFARE SECTION) xyxy=(1132,134,1358,151)
page-number: 07 xyxy=(1395,2196,1412,2211)
vacancy-cell: : xyxy=(1169,299,1175,313)
ad-unit: Programme Support Unit (ST & SC Development Department) 2nd floor, TDCCOL Building, Rupali Square, Bhubaneswar-751022 xyxy=(788,1910,1044,1967)
article-body: ହେଲେ ପୂର୍ବରେ ଅର୍ଥ ସଚିବ ସୁବ୍ରମ ନାଥ, ଏଡ୍‌ଭାଇଜରି ବୋର୍ଡର ଅଧ୍ୟକ୍ଷ ପଦରେ ରହିଛନ୍ତି। ୨୦୧୫ ଅକ୍ଟୋବର ସୁଧା ଆୟୋଗର କାର୍ଯ୍ୟକାଳ ରହିବ। ହେଲେ ପୂର୍ବରେ ଅର୍ଥ ସଚିବ ସୁବ୍ରମ ନାଥ, ଏଡ୍‌ଭାଇଜରି ବୋର୍ଡର ଅଧ୍ୟକ୍ଷ ପଦରେ ରହିଛନ୍ତି। ୨୦୧୫ ଅକ୍ଟୋବର ସୁଧା ଆୟୋଗର କାର୍ଯ୍ୟକାଳ ରହିବ। ହେଲେ ପୂର୍ବରେ ଅର୍ଥ ସଚିବ ସୁବ୍ରମ ନାଥ, ଏଡ୍‌ଭାଇଜରି ବୋର୍ଡର ଅଧ୍ୟକ୍ଷ ପଦରେ ରହିଛନ୍ତି। ୨୦୧୫ ଅକ୍ଟୋବର ସୁଧା ଆୟୋଗର କାର୍ଯ୍ୟକାଳ ରହିବ। ହେଲେ ପୂର୍ବରେ ଅର୍ଥ ସଚିବ ସୁବ୍ରମ ନାଥ, ଏଡ୍‌ଭାଇଜରି ବୋର୍ଡର ଅଧ୍ୟକ୍ଷ ପଦରେ ରହିଛନ୍ତି। ୨୦୧୫ ଅକ୍ଟୋବର ସୁଧା ଆୟୋଗର କାର୍ଯ୍ୟକାଳ ରହିବ। ହେଲେ ପୂର୍ବରେ ଅର୍ଥ ସଚିବ ସୁବ୍ରମ ନାଥ, ଏଡ୍‌ଭାଇଜରି ବୋର୍ଡର ଅଧ୍ୟକ୍ଷ ପଦରେ ରହିଛନ୍ତି। ୨୦୧୫ ଅକ୍ଟୋବର ସୁଧା ଆୟୋଗର କାର୍ଯ୍ୟକାଳ ରହିବ। ହେଲେ ପୂର୍ବରେ ଅର୍ଥ ସଚିବ ସୁବ୍ରମ ନାଥ, ଏଡ୍‌ଭାଇଜରି ବୋର୍ଡର ଅଧ୍ୟକ୍ଷ ପଦରେ ରହିଛନ୍ତି। ୨୦୧୫ ଅକ୍ଟୋବର ସୁଧା ଆୟୋଗର କାର୍ଯ୍ୟକାଳ ରହିବ। xyxy=(363,2210,706,2559)
eligibility-item: ix. He/She shall be selected on the basis of percentage of marks secured in HSC or equivalent Examination, Higher Secondary or Equivalent Examination and in the Degree Examination. xyxy=(1112,853,1416,932)
application-title: APPLICATION FOR THE POST OF SOCIAL EDUCATION ORGANISER/LADY SOCIAL EDUCATION ORGANISER ON CONTRACTUAL BASIS IN CUTTACK DISTRICT xyxy=(1075,1509,1416,1605)
exam-cell xyxy=(1371,1900,1415,1922)
exam-header: Year xyxy=(1245,1841,1269,1863)
table-row xyxy=(5,247,353,265)
ad-band: REQUEST FOR PROPOSAL (REP) FOR EMPANELMENT OF FIRMS/AGENCIES FOR DIGITIZATION OF CADASTRAL SHEETS AND CREATION OF SPATIAL DATABASE FOR MICRO WATERSHEDS xyxy=(723,2279,1050,2372)
dateline: ତାରିଖ ୧୨୦୧୩, ଗୁରୁବାର, ଢେଙ୍କାନାଳ-ଅନୁଗୋଳ xyxy=(8,8,346,28)
reference-row xyxy=(1075,154,1416,168)
eligibility-item: iii. He/She must be between 21-32 years of age as on 01.01.2012. The maximum upper age limit shall be relaxed by 5 years in case of candidates belonging to the STs and SEBC and Women, by 10 years in case of Physical Handicapped person and age relaxation as admissible to Sports Person/Ex-servicemen person shall be given. xyxy=(1112,451,1416,561)
address-line: Contact No. : xyxy=(1236,1789,1317,1803)
table-cell: ୨ xyxy=(146,319,218,337)
exam-cell xyxy=(1245,1878,1269,1900)
table-row xyxy=(5,391,353,409)
list-item: 2. Complete Terms of Reference (ToR) is available at the website www.otelp.org. xyxy=(723,2457,1050,2488)
eligibility-item: vii. He/She must have registered his/her name in the local Employment Exchange of Cuttack District and the registration must be valid upto the date of application. xyxy=(1112,756,1416,818)
vacancy-cell: TOTAL xyxy=(1103,299,1148,313)
point-5: 5. The application completed in all respect be sent to the District Social Welfare Office, Cuttack, so as to reach on or before 17.01.2013. xyxy=(1092,1376,1416,1424)
headline: ରେଳପଥ-ସରକାର... xyxy=(4,1091,353,1130)
table-cell: ୬ xyxy=(218,373,286,391)
table-total-row xyxy=(5,499,353,518)
exam-cell: +2 (Arts/ Science/ Commerce) xyxy=(1075,1878,1175,1900)
note-1: 1. One recent Passport size attested photograph to be affixed in the application. xyxy=(1092,1989,1416,2021)
place-row xyxy=(1075,1957,1416,1973)
list-item: 3. Interested firms may apply in sealed covers by Regd. Post/Speed Post/Courier service, so as to reach the above office by 5.00 pm of 17th January, 2013. xyxy=(723,2490,1050,2552)
table-cell: ୨ xyxy=(286,319,353,337)
table-cell: ଭୋଗରାଇ xyxy=(5,481,146,500)
table-row xyxy=(5,301,353,319)
table-cell: ନୀଳଗିରି xyxy=(5,355,146,373)
ad-unit: Programme Support Unit (ST & SC Development Department) 2nd floor, TDCCOL Building, Rupali Square, Bhubaneswar-751022 xyxy=(788,2218,1044,2275)
table-row xyxy=(5,283,353,301)
exam-cell xyxy=(1174,1900,1244,1922)
exam-cell xyxy=(1312,1900,1371,1922)
exam-cell: +3 (Arts/ Science/ Commerce) xyxy=(1075,1900,1175,1922)
table-cell: ୫ xyxy=(286,481,353,500)
headline: ପ୍ରତିଷ୍ଠା ହେଲା ଫାଷ୍ଟ ... xyxy=(363,1702,706,1740)
exam-header: Marks Secured xyxy=(1312,1841,1371,1863)
field-8: 8. Educational Qualification-High School onwards, please list your qualification xyxy=(1075,1805,1382,1836)
ad-band: EMPANELMENT OF PROGRAMME COORDINATOR FOR OTELP DISTRICTS xyxy=(723,1970,1050,2012)
article-body: କଟ୍ଟରପନ୍ଥୀ ସଙ୍ଗଠନ ଓଡ଼ିଶାକୁ ଦାଗୀ କରୁଥିବା ଘଟଣାରେ ପୋଲିସର ଭୂମିକା ନେଇ ପ୍ରଶ୍ନ ଉଠୁଛି। ଜିଲ୍ଲାରେ ବଳାତ୍କାର ଘଟଣା ବୃଦ୍ଧି ପାଉଥିବା ବେଳେ ପୋଲିସ ତଦନ୍ତ ମନ୍ଥର ରହିଛି ବୋଲି ଅଭିଯୋଗ ହେଉଛି। ଗତ ତିନି ବର୍ଷର ପରିସଂଖ୍ୟାନ ଅନୁଯାୟୀ ଘଟଣା ସଂଖ୍ୟା ବର୍ଷକୁ ବର୍ଷ ବଢ଼ିଚାଲିଛି। କଟ୍ଟରପନ୍ଥୀ ସଙ୍ଗଠନ ଓଡ଼ିଶାକୁ ଦାଗୀ କରୁଥିବା ଘଟଣାରେ ପୋଲିସର ଭୂମିକା ନେଇ ପ୍ରଶ୍ନ ଉଠୁଛି। ଜିଲ୍ଲାରେ ବଳାତ୍କାର ଘଟଣା ବୃଦ୍ଧି ପାଉଥିବା ବେଳେ ପୋଲିସ ତଦନ୍ତ ମନ୍ଥର ରହିଛି ବୋଲି ଅଭିଯୋଗ ହେଉଛି। ଗତ ତିନି ବର୍ଷର ପରିସଂଖ୍ୟାନ ଅନୁଯାୟୀ ଘଟଣା ସଂଖ୍ୟା ବର୍ଷକୁ ବର୍ଷ ବଢ଼ିଚାଲିଛି। କଟ୍ଟରପନ୍ଥୀ ସଙ୍ଗଠନ ଓଡ଼ିଶାକୁ ଦାଗୀ କରୁଥିବା ଘଟଣାରେ ପୋଲିସର ଭୂମିକା ନେଇ ପ୍ରଶ୍ନ ଉଠୁଛି। ଜିଲ୍ଲାରେ ବଳାତ୍କାର ଘଟଣା ବୃଦ୍ଧି ପାଉଥିବା ବେଳେ ପୋଲିସ ତଦନ୍ତ ମନ୍ଥର ରହିଛି ବୋଲି ଅଭିଯୋଗ ହେଉଛି। ଗତ ତିନି ବର୍ଷର ପରିସଂଖ୍ୟାନ ଅନୁଯାୟୀ ଘଟଣା ସଂଖ୍ୟା ବର୍ଷକୁ ବର୍ଷ ବଢ଼ିଚାଲିଛି। କଟ୍ଟରପନ୍ଥୀ ସଙ୍ଗଠନ ଓଡ଼ିଶାକୁ ଦାଗୀ କରୁଥିବା ଘଟଣାରେ ପୋଲିସର ଭୂମିକା ନେଇ ପ୍ରଶ୍ନ ଉଠୁଛି। ଜିଲ୍ଲାରେ ବଳାତ୍କାର ଘଟଣା ବୃଦ୍ଧି ପାଉଥିବା ବେଳେ ପୋଲିସ ତଦନ୍ତ ମନ୍ଥର ରହିଛି ବୋଲି ଅଭିଯୋଗ ହେଉଛି। ଗତ ତିନି ବର୍ଷର ପରିସଂଖ୍ୟାନ ଅନୁଯାୟୀ ଘଟଣା ସଂଖ୍ୟା ବର୍ଷକୁ ବର୍ଷ ବଢ଼ିଚାଲିଛି। କଟ୍ଟରପନ୍ଥୀ ସଙ୍ଗଠନ ଓଡ଼ିଶାକୁ ଦାଗୀ କରୁଥିବା ଘଟଣାରେ ପୋଲିସର ଭୂମିକା ନେଇ ପ୍ରଶ୍ନ ଉଠୁଛି। ଜିଲ୍ଲାରେ ବଳାତ୍କାର ଘଟଣା ବୃଦ୍ଧି ପାଉଥିବା ବେଳେ ପୋଲିସ ତଦନ୍ତ ମନ୍ଥର ରହିଛି ବୋଲି ଅଭିଯୋଗ ହେଉଛି। ଗତ ତିନି ବର୍ଷର ପରିସଂଖ୍ୟାନ ଅନୁଯାୟୀ ଘଟଣା ସଂଖ୍ୟା ବର୍ଷକୁ ବର୍ଷ ବଢ଼ିଚାଲିଛି। କଟ୍ଟରପନ୍ଥୀ ସଙ୍ଗଠନ ଓଡ଼ିଶାକୁ ଦାଗୀ କରୁଥିବା ଘଟଣାରେ ପୋଲିସର ଭୂମିକା ନେଇ ପ୍ରଶ୍ନ ଉଠୁଛି। ଜିଲ୍ଲାରେ ବଳାତ୍କାର ଘଟଣା ବୃଦ୍ଧି ପାଉଥିବା ବେଳେ ପୋଲିସ ତଦନ୍ତ ମନ୍ଥର ରହିଛି ବୋଲି ଅଭିଯୋଗ ହେଉଛି। ଗତ ତିନି ବର୍ଷର ପରିସଂଖ୍ୟାନ ଅନୁଯାୟୀ ଘଟଣା ସଂଖ୍ୟା ବର୍ଷକୁ ବର୍ଷ ବଢ଼ିଚାଲିଛି। କଟ୍ଟରପନ୍ଥୀ ସଙ୍ଗଠନ ଓଡ଼ିଶାକୁ ଦାଗୀ କରୁଥିବା ଘଟଣାରେ ପୋଲିସର ଭୂମିକା ନେଇ ପ୍ରଶ୍ନ ଉଠୁଛି। ଜିଲ୍ଲାରେ ବଳାତ୍କାର ଘଟଣା ବୃଦ୍ଧି ପାଉଥିବା ବେଳେ ପୋଲିସ ତଦନ୍ତ ମନ୍ଥର ରହିଛି ବୋଲି ଅଭିଯୋଗ ହେଉଛି। ଗତ ତିନି ବର୍ଷର ପରିସଂଖ୍ୟାନ ଅନୁଯାୟୀ ଘଟଣା ସଂଖ୍ୟା ବର୍ଷକୁ ବର୍ଷ ବଢ଼ିଚାଲିଛି। xyxy=(4,528,353,1063)
place-field: Place : xyxy=(1075,1958,1116,1972)
ad-signature: Programme Director xyxy=(907,2145,1050,2159)
address-line: P.O. : xyxy=(1236,1741,1267,1755)
exam-cell: Matriculation xyxy=(1075,1863,1175,1878)
vacancy-cell: 01 xyxy=(1236,282,1252,296)
table-cell: ୨ xyxy=(146,463,218,481)
exam-cell xyxy=(1174,1878,1244,1900)
table-cell: ୩ xyxy=(286,445,353,463)
table-row xyxy=(5,265,353,283)
otelp-logo-icon xyxy=(723,1895,776,1948)
table-cell: ୩ xyxy=(286,283,353,301)
table-cell: ୨ xyxy=(286,337,353,355)
table-row xyxy=(5,319,353,337)
exam-cell xyxy=(1245,1900,1269,1922)
eligibility-item: ii. He/She must be a resident of Cuttack District. xyxy=(1112,433,1416,449)
vacancy-cell: 03 xyxy=(1103,315,1121,329)
table-row xyxy=(5,355,353,373)
table-cell: ୪ xyxy=(286,409,353,427)
table-cell: ୨ xyxy=(218,463,286,481)
form-field: 3. District of Domicile xyxy=(1075,1644,1208,1658)
table-cell: ୫ xyxy=(286,211,353,229)
headline: ପୁଣି ଏକ ବାଘର ପାଦଚିହ୍ନ ଠାବ xyxy=(733,50,1040,124)
column-rule xyxy=(710,44,712,2189)
exam-cell xyxy=(1269,1878,1312,1900)
column-2 xyxy=(363,44,706,2559)
column-1 xyxy=(4,44,353,2189)
table-cell: ୪ xyxy=(218,319,286,337)
table-cell: ଜଳେଶ୍ୱର xyxy=(5,445,146,463)
byline: - ମୃତ୍ୟୁଞ୍ଜୟ ଶତପଥୀ xyxy=(247,1071,353,1085)
table-cell: ୭୪ xyxy=(218,499,286,518)
ad-body: Programme Director, OTELP invites applications from eligible candidates for empanelment as Programme Coordinator for OTELP districts to be purely engaged on contract basis. Application form along with the details of post can be downloaded from the website i.e. www.otelp.org. Last date of receipt of applications is 19th January, 2013 at 5.00 pm. xyxy=(723,2017,1050,2144)
reference-date: Date : 02.01.13 xyxy=(1309,154,1416,168)
vacancy-row xyxy=(1103,281,1416,297)
vacancy-cell: : xyxy=(1169,250,1174,264)
exam-row xyxy=(1075,1863,1416,1878)
table-cell: ୨ xyxy=(286,391,353,409)
column-rule xyxy=(1067,44,1069,2189)
table-row xyxy=(5,409,353,427)
point-6: 6. The undersigned reserves the right for rejection of application (any or all) and cancellation of advertisement without assigning any reason thereof. xyxy=(1092,1425,1416,1487)
eligibility-item: vi. He/She must be able to speak, read and write oriya and must have passed the HSC Exam or equivalent with Oriya as principal subject or passed Oriya test equivalent to ME School standard conducted by the education Department of Government of Orissa. xyxy=(1112,660,1416,754)
table-cell: - xyxy=(218,337,286,355)
note-label: Note : xyxy=(1075,1974,1117,1988)
table-cell: ୨୦ xyxy=(286,229,353,247)
article-body: ଅନୁଗୋଳ ଜିଲ୍ଲାରେ ଘଟିଥିବା ଘଟଣାକୁ ନେଇ ଜାତୀୟ ମାନବାଧିକାର କମିଶନରେ ମାମଲା ରୁଜୁ ହୋଇଛି। କମିଶନ ଜିଲ୍ଲା ପ୍ରଶାସନଠାରୁ ରିପୋର୍ଟ ମାଗିଛନ୍ତି ଏବଂ ପୀଡ଼ିତ ପରିବାରକୁ କ୍ଷତିପୂରଣ ଦେବା ନେଇ ବିଚାର କରାଯାଉଛି। ଅନୁଗୋଳ ଜିଲ୍ଲାରେ ଘଟିଥିବା ଘଟଣାକୁ ନେଇ ଜାତୀୟ ମାନବାଧିକାର କମିଶନରେ ମାମଲା ରୁଜୁ ହୋଇଛି। କମିଶନ ଜିଲ୍ଲା ପ୍ରଶାସନଠାରୁ ରିପୋର୍ଟ ମାଗିଛନ୍ତି ଏବଂ ପୀଡ଼ିତ ପରିବାରକୁ କ୍ଷତିପୂରଣ ଦେବା ନେଇ ବିଚାର କରାଯାଉଛି। ଅନୁଗୋଳ ଜିଲ୍ଲାରେ ଘଟିଥିବା ଘଟଣାକୁ ନେଇ ଜାତୀୟ ମାନବାଧିକାର କମିଶନରେ ମାମଲା ରୁଜୁ ହୋଇଛି। କମିଶନ ଜିଲ୍ଲା ପ୍ରଶାସନଠାରୁ ରିପୋର୍ଟ ମାଗିଛନ୍ତି ଏବଂ ପୀଡ଼ିତ ପରିବାରକୁ କ୍ଷତିପୂରଣ ଦେବା ନେଇ ବିଚାର କରାଯାଉଛି। ଅନୁଗୋଳ ଜିଲ୍ଲାରେ ଘଟିଥିବା ଘଟଣାକୁ ନେଇ ଜାତୀୟ ମାନବାଧିକାର କମିଶନରେ ମାମଲା ରୁଜୁ ହୋଇଛି। କମିଶନ ଜିଲ୍ଲା ପ୍ରଶାସନଠାରୁ ରିପୋର୍ଟ ମାଗିଛନ୍ତି ଏବଂ ପୀଡ଼ିତ ପରିବାରକୁ କ୍ଷତିପୂରଣ ଦେବା ନେଇ ବିଚାର କରାଯାଉଛି। ଅନୁଗୋଳ ଜିଲ୍ଲାରେ ଘଟିଥିବା ଘଟଣାକୁ ନେଇ ଜାତୀୟ ମାନବାଧିକାର କମିଶନରେ ମାମଲା ରୁଜୁ ହୋଇଛି। କମିଶନ ଜିଲ୍ଲା ପ୍ରଶାସନଠାରୁ ରିପୋର୍ଟ ମାଗିଛନ୍ତି ଏବଂ ପୀଡ଼ିତ ପରିବାରକୁ କ୍ଷତିପୂରଣ ଦେବା ନେଇ ବିଚାର କରାଯାଉଛି। ଅନୁଗୋଳ ଜିଲ୍ଲାରେ ଘଟିଥିବା ଘଟଣାକୁ ନେଇ ଜାତୀୟ ମାନବାଧିକାର କମିଶନରେ ମାମଲା ରୁଜୁ ହୋଇଛି। କମିଶନ ଜିଲ୍ଲା ପ୍ରଶାସନଠାରୁ ରିପୋର୍ଟ ମାଗିଛନ୍ତି ଏବଂ ପୀଡ଼ିତ ପରିବାରକୁ କ୍ଷତିପୂରଣ ଦେବା ନେଇ ବିଚାର କରାଯାଉଛି। xyxy=(363,1237,706,1694)
form-field: 1. Name of the Applicant (in capital letter) xyxy=(1075,1612,1337,1626)
table-cell: ଚାନ୍ଦିପୁର xyxy=(5,265,146,283)
exam-row xyxy=(1075,1878,1416,1900)
exam-row xyxy=(1075,1922,1416,1937)
reference-no: No. : 05/SW xyxy=(1075,154,1156,168)
table-cell: ୧ xyxy=(146,265,218,283)
table-cell: ଖଇରା xyxy=(5,211,146,229)
table-row xyxy=(5,229,353,247)
table-cell: ୫ xyxy=(218,427,286,445)
table-cell: ୨ xyxy=(146,301,218,319)
section-title: ପ୍ରଥମ ପୃଷ୍ଠାରୁ... xyxy=(4,44,353,89)
table-cell: ଶିଳ୍ପାଞ୍ଚଳ xyxy=(5,337,146,355)
table-cell: ୧୦ xyxy=(218,193,286,211)
table-cell: ୪୮ xyxy=(146,499,218,518)
exam-cell xyxy=(1174,1863,1244,1878)
table-row xyxy=(5,337,353,355)
table-cell: ୪ xyxy=(218,211,286,229)
ad-subtitle: (Ministry of Road Transport & Highways) xyxy=(744,1564,1029,1578)
table-row xyxy=(5,481,353,500)
table-cell: - xyxy=(146,445,218,463)
vacancy-cell: ST xyxy=(1103,250,1119,264)
table-cell: ୮ xyxy=(218,247,286,265)
eligibility-item: x. Application must be accompanied with a Bank Draft of Rs.50/- drawn in favour of DSWO, Cuttack payable at S.B.I., Cuttack. Applicants of SC/ST category are exempted from the fee subject to submission of relevant documentary evidence (Caste Certificate) duly issued by the competent authority. xyxy=(1112,934,1416,1044)
table-cell: ୨ xyxy=(218,391,286,409)
otelp-advertisement-2 xyxy=(715,2175,1058,2576)
address-line: PIN : xyxy=(1236,1773,1264,1787)
table-row xyxy=(5,211,353,229)
table-cell: ୩ xyxy=(286,355,353,373)
table-header: ୨୦୧୦ xyxy=(146,175,218,193)
address-lines xyxy=(1236,1724,1416,1804)
table-cell: ସିମୁଲିଆ xyxy=(5,193,146,211)
vacancy-cell: 01 xyxy=(1236,266,1252,280)
table-cell: ୧୬ xyxy=(286,193,353,211)
vacancy-row xyxy=(1103,265,1416,281)
candidate-signature: Signature of the candidate xyxy=(1251,1958,1416,1972)
table-cell: ଟାଉନ xyxy=(5,283,146,301)
exam-cell xyxy=(1312,1863,1371,1878)
table-cell: ମୋଟ- xyxy=(5,499,146,518)
exam-table xyxy=(1075,1840,1416,1937)
vacancy-label: 1. No. of Vacancies likely to be filled up : 03 xyxy=(1075,233,1380,248)
form-field: 4. Sex xyxy=(1075,1660,1113,1674)
exam-cell xyxy=(1312,1878,1371,1900)
collector-signature: Sd/- Collector & District Magistrate Cuttack xyxy=(1113,1489,1416,1503)
headline: ଦାୟିତ୍ୱହୀନ ମନ୍ତବ୍ୟ... xyxy=(715,520,1058,558)
headline: ଜରପଡ଼ା ଥାନା ... xyxy=(444,49,625,81)
exam-header: Full Marks xyxy=(1269,1841,1312,1863)
column-3 xyxy=(715,44,1058,2567)
table-cell: ଖଇରାପଡ଼ା xyxy=(5,247,146,265)
ad-body: The PIU, NHAI, Bhubaneswar hereby invites short quotation from experienced firms/ organizations/ individuals to offer their quotation for the work "Road Maintenance & Incident Management of Bhubaneswar-Sunakhala Section from Km.285.338 to Km.363.464 of NH-5 for two (2) months at an estimated cost of Rs.15.50 lakhs. Detailed bid notice can be downloaded from NHAI's Website: www.nhai.org. Addendums/ Corrigendum, if any, would be hoisted on the website only. Address for communication: PD, NHAI, 1st Floor, Setu Bhavan, Nayapalli, Bhubaneswar-751012, Tel. No.(0674) 2392720, 2392730, Fax No. (0674) 2392740, E-mail: bhu@nhai.org xyxy=(723,1612,1050,1836)
ad-band: SHORT QUOTATION CALL NOTICE xyxy=(723,1582,1050,1607)
eligibility-item: v. He/She must not have more than one spouse living. xyxy=(1112,626,1416,658)
table-row xyxy=(5,427,353,445)
table-cell: ଔପଡ଼ା xyxy=(5,391,146,409)
table-cell: ୬ xyxy=(218,409,286,427)
table-cell: ୩ xyxy=(146,229,218,247)
vacancy-cell: UR xyxy=(1103,266,1121,280)
table-title: ବାଲେଶ୍ୱର ଜିଲ୍ଲାରେ ବଳାତ୍କାର ଘଟଣା xyxy=(4,135,353,168)
table-header: ଥାନାର ନାମ xyxy=(5,175,146,193)
exam-header: Board/ University xyxy=(1174,1841,1244,1863)
headline: ଓ୍ୱାଇ.ଭି. ରେଡ୍ଡୀ ... xyxy=(363,2164,706,2202)
table-cell: ୩ xyxy=(286,427,353,445)
table-header: ୨୦୧୧ xyxy=(218,175,286,193)
table-cell: ୩ xyxy=(146,247,218,265)
table-cell: ରାଇବଣିଆ xyxy=(5,463,146,481)
table-cell: ୫ xyxy=(146,355,218,373)
eligibility-item: iv. He/She must be of good character and shall furnish the copy of character/conduct certificate granted by the Head of the Institution in which He/She last studied. xyxy=(1112,562,1416,625)
vacancy-list xyxy=(1103,249,1416,331)
table-cell: ୬ xyxy=(286,301,353,319)
address-line: At : xyxy=(1236,1725,1258,1739)
exam-header: % of Marks xyxy=(1371,1841,1415,1863)
